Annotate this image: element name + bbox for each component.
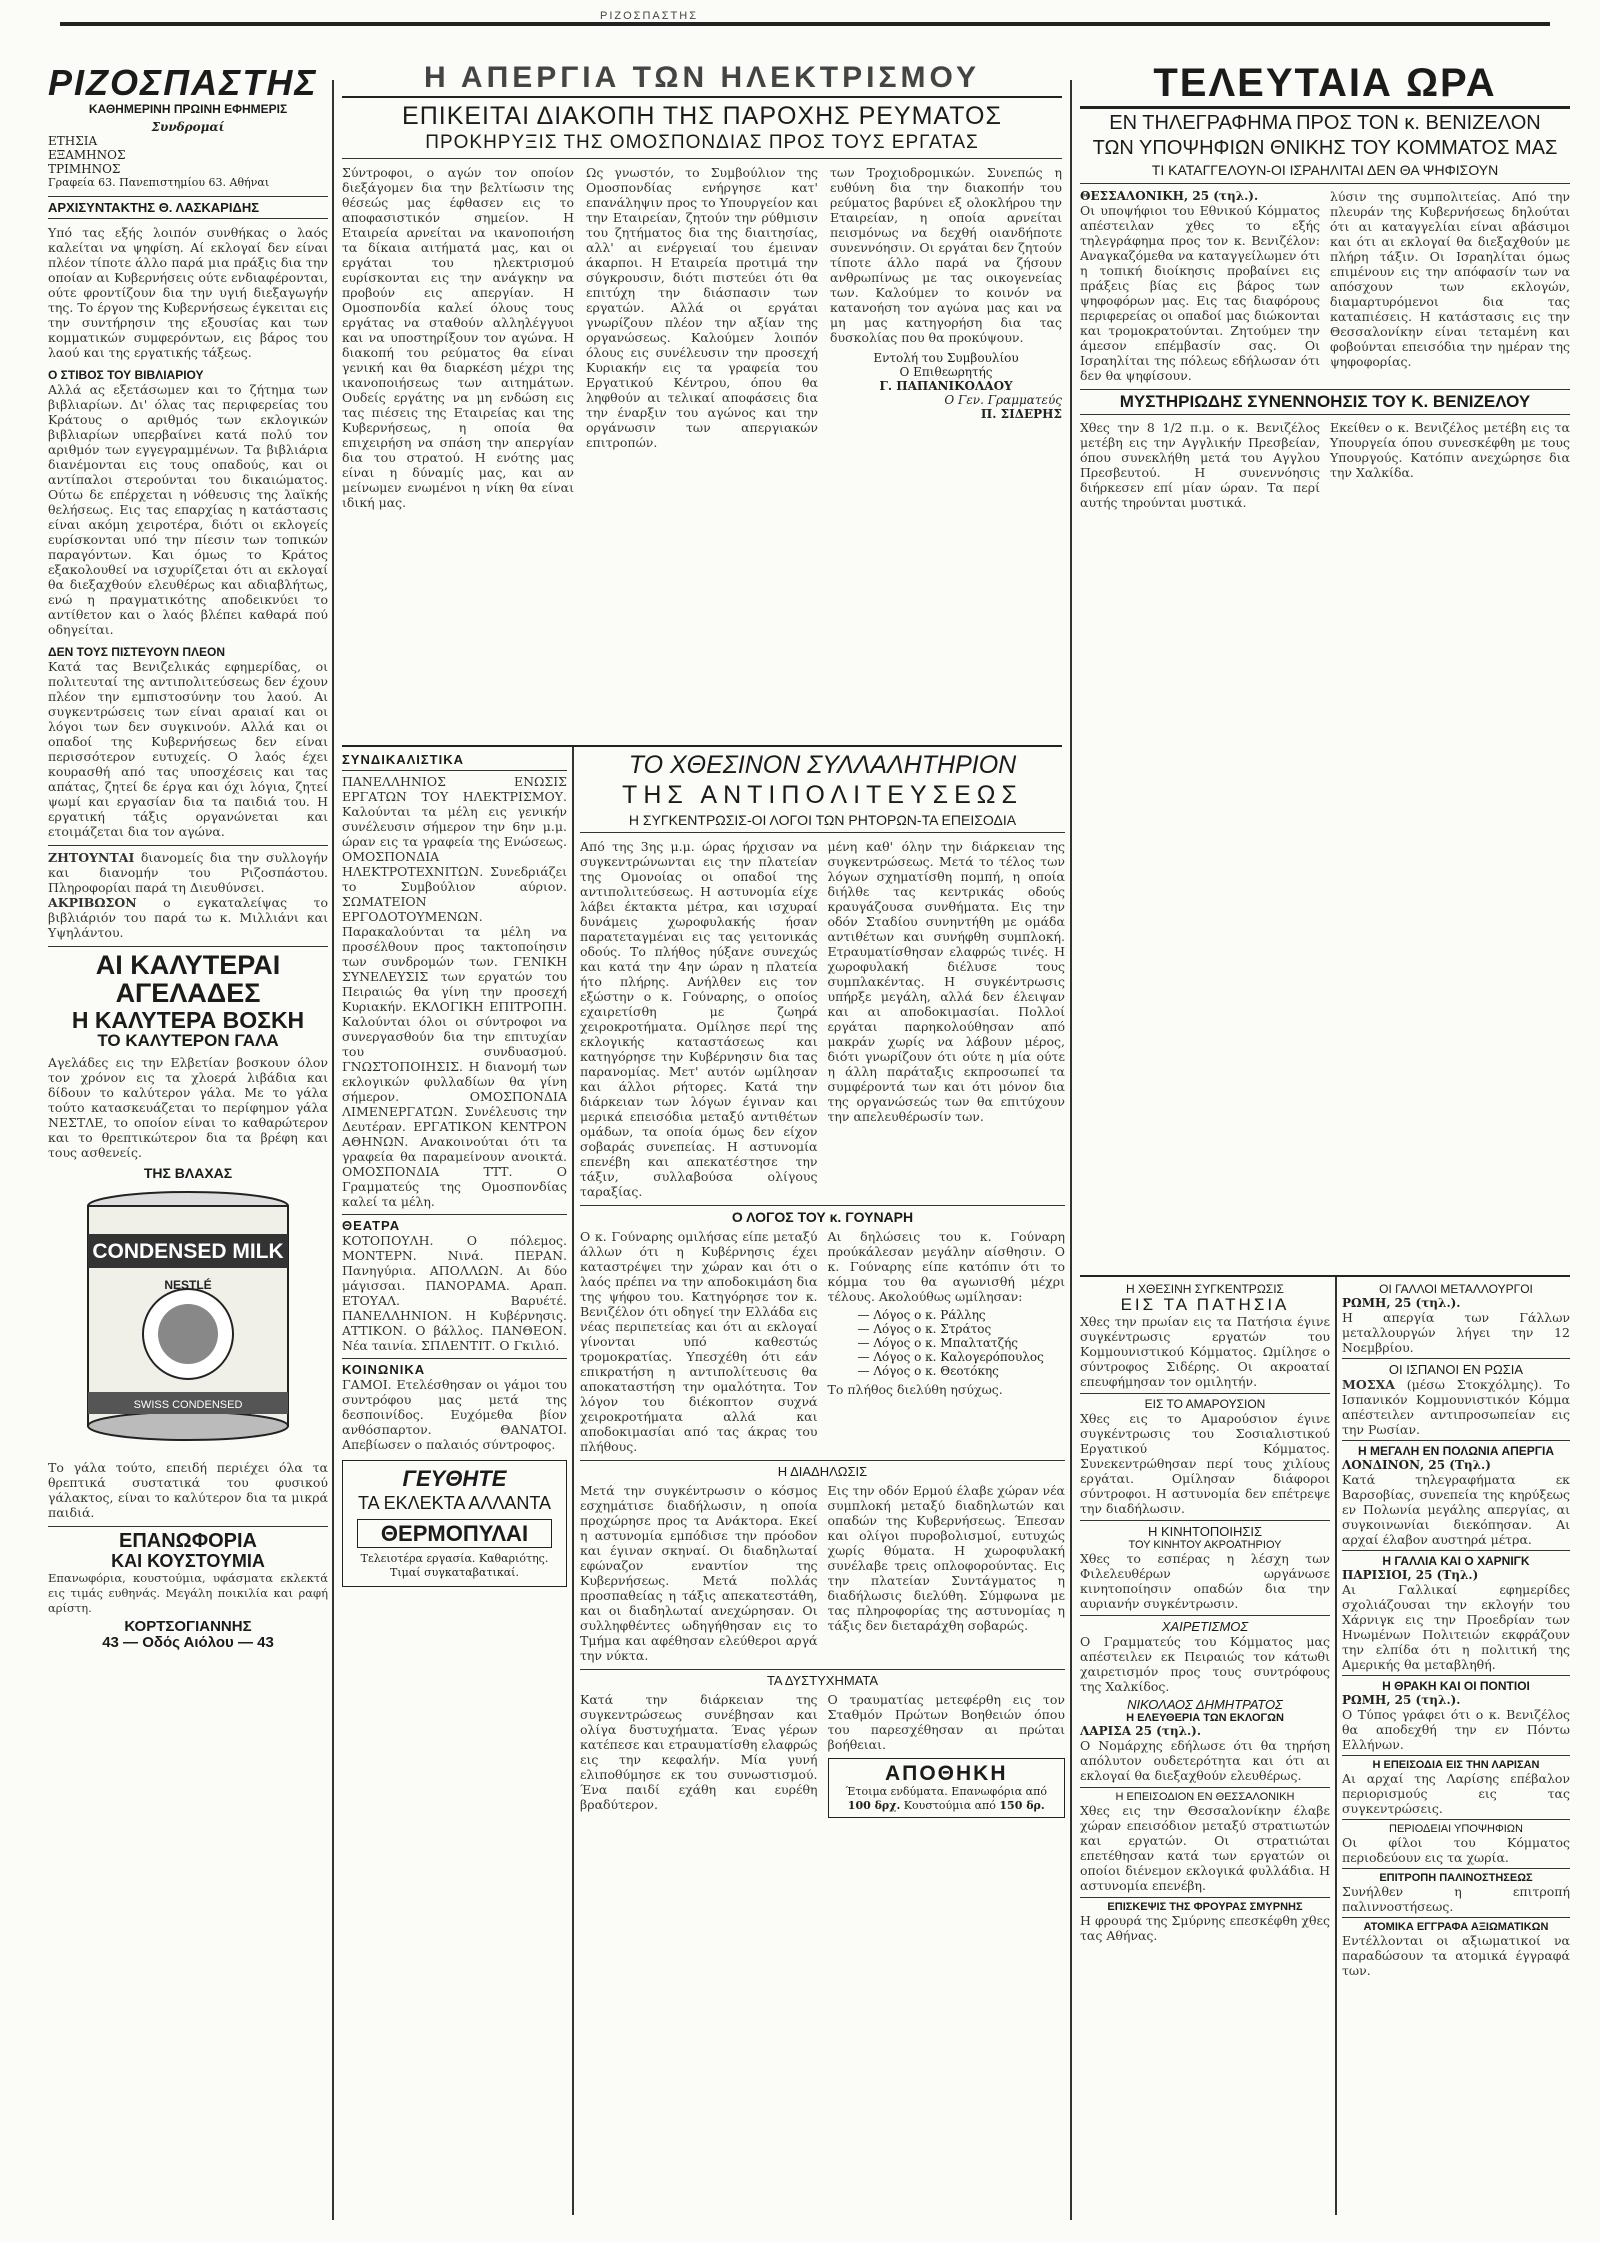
article-text: Χθες εις την Θεσσαλονίκην έλαβε χώραν επεισόδιον μεταξύ στρατιωτών και εργατών. Οι στρατιώται επετέθησαν κατά των εργατών οι οποίοι διένεμον εκλογικά φυλλάδια. Η αστυνομία επενέβη. — [1080, 1802, 1330, 1893]
signoff: Ο Επιθεωρητής — [899, 364, 993, 379]
ad-text: Επανωφόρια, κουστούμια, υφάσματα εκλεκτά εις τιμάς ευθηνάς. Μεγάλη ποικιλία και ραφή αρίστη. — [48, 1571, 328, 1616]
ad-brand: ΤΗΣ ΒΛΑΧΑΣ — [143, 1164, 233, 1181]
section-subtitle: Η ΕΛΕΥΘΕΡΙΑ ΤΩΝ ΕΚΛΟΓΩΝ — [1126, 1711, 1284, 1724]
section-title: ΕΠΙΣΚΕΨΙΣ ΤΗΣ ΦΡΟΥΡΑΣ ΣΜΥΡΝΗΣ — [1107, 1900, 1303, 1913]
article-text: Κατά τηλεγραφήματα εκ Βαρσοβίας, συνεπεία της κηρύξεως εν Πολωνία μεγάλης απεργίας, αι συγκοινωνίαι διεκόπησαν. Αι αρχαί έλαβον αυστηρά μέτρα. — [1342, 1472, 1570, 1547]
rally-title: ΤΟ ΧΘΕΣΙΝΟΝ ΣΥΛΛΑΛΗΤΗΡΙΟΝ — [628, 751, 1017, 779]
ad-sausages-line2: ΤΑ ΕΚΛΕΚΤΑ ΑΛΛΑΝΤΑ — [357, 1493, 552, 1514]
section-title: ΘΕΑΤΡΑ — [342, 1218, 401, 1233]
section-title: Η ΚΙΝΗΤΟΠΟΙΗΣΙΣ — [1147, 1523, 1263, 1539]
address-line: Γραφεία 63. Πανεπιστημίου 63. Αθήναι — [48, 176, 270, 189]
right-lower-left — [1080, 1282, 1330, 1943]
top-rule — [60, 22, 1550, 26]
can-brand: NESTLÉ — [164, 1278, 212, 1293]
ad-text: Αγελάδες εις την Ελβετίαν βοσκουν όλον τον χρόνον εις τα χλοερά λιβάδια και δίδουν το καλύτερον γάλα. Με το γάλα τούτο κατασκευάζεται το περίφημον γάλα ΝΕΣΤΛΕ, το οποίον είναι το καθαρώτερον και το θρεπτικώτερον δια τα βρέφη και τους ασθενείς. — [48, 1054, 328, 1160]
headline-telegram: ΕΝ ΤΗΛΕΓΡΑΦΗΜΑ ΠΡΟΣ ΤΟΝ κ. ΒΕΝΙΖΕΛΟΝ — [1109, 112, 1541, 134]
can-label: CONDENSED MILK — [92, 1240, 284, 1264]
article-text: Εκείθεν ο κ. Βενιζέλος μετέβη εις τα Υπουργεία όπου συνεσκέφθη με τους Υπουργούς. Κατόπιν ανεχώρησε δια την Χαλκίδα. — [1330, 419, 1570, 480]
article-text: Χθες την 8 1/2 π.μ. ο κ. Βενιζέλος μετέβη εις την Αγγλικήν Πρεσβείαν, όπου συνεκλήθη μετά του Αγγλου Πρεσβευτού. Η συνεννόησις διήρκεσεν επί μίαν ώραν. Τα περί αυτής τηρούνται μυστικά. — [1080, 419, 1320, 510]
article-text: Χθες εις το Αμαρούσιον έγινε συγκέντρωσις του Σοσιαλιστικού Εργατικού Κόμματος. Συνεκεντρώθησαν περί τους χιλίους εργάται. Ομίλησαν διάφοροι σύντροφοι. Η αστυνομία δεν επέτρεψε την διαδήλωσιν. — [1080, 1410, 1330, 1516]
right-lower-right — [1342, 1282, 1570, 1978]
ad-cows-line3: ΤΟ ΚΑΛΥΤΕΡΟΝ ΓΑΛΑ — [97, 1030, 279, 1050]
running-title: ΡΙΖΟΣΠΑΣΤΗΣ — [600, 10, 699, 22]
section-rule — [342, 745, 1062, 747]
signoff: Εντολή του Συμβουλίου — [873, 350, 1019, 365]
subscription-title: Συνδρομαί — [151, 120, 225, 134]
dateline: ΛΑΡΙΣΑ 25 (τηλ.). — [1080, 1723, 1202, 1738]
editor-line: ΑΡΧΙΣΥΝΤΑΚΤΗΣ Θ. ΛΑΣΚΑΡΙΔΗΣ — [48, 200, 260, 215]
column-divider — [332, 80, 334, 2220]
speaker-list: — Λόγος ο κ. Ράλλης — Λόγος ο κ. Στράτος — Λόγος ο κ. Μπαλτατζής — Λόγος ο κ. Καλογερόπουλος — Λόγος ο κ. Θεοτόκης — [857, 1308, 1044, 1379]
article-text: Οι φίλοι του Κόμματος περιοδεύουν εις τα χωρία. — [1342, 1835, 1570, 1865]
article-text: Χθες την πρωίαν εις τα Πατήσια έγινε συγκέντρωσις εργατών του Κομμουνιστικού Κόμματος. Ωμίλησε ο σύντροφος Σιδέρης. Οι ακροαταί επευφήμησαν τον ομιλητήν. — [1080, 1313, 1330, 1389]
article-text: Ο Νομάρχης εδήλωσε ότι θα τηρήση απόλυτον ουδετερότητα και ότι αι εκλογαί θα διεξαχθούν ελευθέρως. — [1080, 1737, 1330, 1783]
article-text: Το πλήθος διελύθη ησύχως. — [827, 1382, 1003, 1398]
section-title: ΔΕΝ ΤΟΥΣ ΠΙΣΤΕΥΟΥΝ ΠΛΕΟΝ — [48, 645, 226, 659]
headline-candidates: ΤΩΝ ΥΠΟΨΗΦΙΩΝ ΘΝΙΚΗΣ ΤΟΥ ΚΟΜΜΑΤΟΣ ΜΑΣ — [1092, 137, 1558, 159]
section-title: ΤΑ ΔΥΣΤΥΧΗΜΑΤΑ — [766, 1673, 879, 1689]
article-text: Αι αρχαί της Λαρίσης επέβαλον περιορισμούς εις τας συγκεντρώσεις. — [1342, 1771, 1570, 1816]
section-title: ΕΠΙΤΡΟΠΗ ΠΑΛΙΝΟΣΤΗΣΕΩΣ — [1379, 1872, 1533, 1884]
notice-text: ΖΗΤΟΥΝΤΑΙ διανομείς δια την συλλογήν και διανομήν του Ριζοσπάστου. Πληροφορίαι παρά τη Διευθύνσει. — [48, 850, 328, 895]
article-text: Ο τραυματίας μετεφέρθη εις τον Σταθμόν Πρώτων Βοηθειών όπου του παρεσχέθησαν αι πρώται βοήθειαι. — [827, 1692, 1065, 1753]
rally-subtitle: ΤΗΣ ΑΝΤΙΠΟΛΙΤΕΥΣΕΩΣ — [622, 781, 1023, 810]
article-text: ΠΑΝΕΛΛΗΝΙΟΣ ΕΝΩΣΙΣ ΕΡΓΑΤΩΝ ΤΟΥ ΗΛΕΚΤΡΙΣΜΟΥ. Καλούνται τα μέλη εις γενικήν συνέλευσιν σήμερον την 6ην μ.μ. ώραν εις τα γραφεία της Ενώσεως. ΟΜΟΣΠΟΝΔΙΑ ΗΛΕΚΤΡΟΤΕΧΝΙΤΩΝ. Συνεδριάζει το Συμβούλιον αύριον. ΣΩΜΑΤΕΙΟΝ ΕΡΓΟΔΟΤΟΥΜΕΝΩΝ. Παρακαλούνται τα μέλη να προσέλθουν προς τακτοποίησιν των συνδρομών των. ΓΕΝΙΚΗ ΣΥΝΕΛΕΥΣΙΣ των εργατών του Πειραιώς θα γίνη την προσεχή Κυριακήν. ΕΚΛΟΓΙΚΗ ΕΠΙΤΡΟΠΗ. Καλούνται όλοι οι σύντροφοι να συνεργασθούν δια την επιτυχίαν του συνδυασμού. ΓΝΩΣΤΟΠΟΙΗΣΙΣ. Η διανομή των εκλογικών φυλλαδίων θα γίνη σήμερον. ΟΜΟΣΠΟΝΔΙΑ ΛΙΜΕΝΕΡΓΑΤΩΝ. Συνέλευσις την Δευτέραν. ΕΡΓΑΤΙΚΟΝ ΚΕΝΤΡΟΝ ΑΘΗΝΩΝ. Ανακοινούται ότι τα γραφεία θα παραμείνουν ανοικτά. ΟΜΟΣΠΟΝΔΙΑ ΤΤΤ. Ο Γραμματεύς της Ομοσπονδίας καλεί τα μέλη. — [342, 774, 567, 1209]
section-title: Η ΓΑΛΛΙΑ ΚΑΙ Ο ΧΑΡΝΙΓΚ — [1382, 1554, 1530, 1568]
signoff: Ο Γεν. Γραμματεύς — [944, 392, 1062, 407]
article-text: Χθες το εσπέρας η λέσχη των Φιλελευθέρων ωργάνωσε κινητοποίησιν οπαδών δια την αυριανήν συγκέντρωσιν. — [1080, 1550, 1330, 1611]
signoff: Γ. ΠΑΠΑΝΙΚΟΛΑΟΥ — [879, 378, 1013, 393]
article-text: Αι δηλώσεις του κ. Γούναρη προύκάλεσαν μεγάλην αίσθησιν. Ο κ. Γούναρης είπε κατόπιν ότι το κόμμα του θα αγωνισθή μέχρι τέλους. Ακολούθως ωμίλησαν: — [827, 1229, 1065, 1305]
section-title: Η ΘΡΑΚΗ ΚΑΙ ΟΙ ΠΟΝΤΙΟΙ — [1382, 1679, 1530, 1693]
article-text: ΚΟΤΟΠΟΥΛΗ. Ο πόλεμος. ΜΟΝΤΕΡΝ. Νινά. ΠΕΡΑΝ. Πανηγύρια. ΑΠΟΛΛΩΝ. Αι δύο μάγισσαι. ΠΑΝΟΡΑΜΑ. Αραπ. ΕΤΟΥΑΛ. Βαρυέτέ. ΠΑΝΕΛΛΗΝΙΟΝ. Η Κυβέρνησις. ΑΤΤΙΚΟΝ. Ο βάλλος. ΠΑΝΘΕΟΝ. Νέα ταινία. ΣΠΛΕΝΤΙΤ. Ο Γκιλιό. — [342, 1233, 567, 1353]
dateline: ΛΟΝΔΙΝΟΝ, 25 (Τηλ.) — [1342, 1458, 1491, 1472]
section-title: Η ΕΠΕΙΣΟΔΙΟΝ ΕΝ ΘΕΣΣΑΛΟΝΙΚΗ — [1115, 1790, 1295, 1803]
rally-subtitle2: Η ΣΥΓΚΕΝΤΡΩΣΙΣ-ΟΙ ΛΟΓΟΙ ΤΩΝ ΡΗΤΟΡΩΝ-ΤΑ ΕΠΕΙΣΟΔΙΑ — [628, 811, 1017, 828]
article-text: Αλλά ας εξετάσωμεν και το ζήτημα των βιβλιαρίων. Δι' όλας τας περιφερείας του Κράτους ο αριθμός των εκλογικών βιβλιαρίων υπερβαίνει κατά πολύ τον αριθμόν των εγγεγραμμένων. Τα βιβλιάρια διανέμονται εις τους οπαδούς, και οι αντίπαλοι στερούνται του δικαιώματος. Ούτω δε επέρχεται η νόθευσις της λαϊκής θελήσεως. Εις τας επαρχίας η κατάστασις είναι ακόμη χειροτέρα, διότι οι εκλογείς ευρίσκονται υπό την πίεσιν των τοπικών παραγόντων. Και όμως το Κράτος εξακολουθεί να ισχυρίζεται ότι αι εκλογαί θα διεξαχθούν ελευθέρως και αδιαβλήτως, ενώ η πραγματικότης αποδεικνύει το αντίθετον και ο λαός βλέπει καθαρά πού οδηγείται. — [48, 382, 328, 637]
milk-can-illustration — [63, 1184, 313, 1454]
ad-warehouse-title: ΑΠΟΘΗΚΗ — [885, 1762, 1008, 1786]
headline-proclamation: ΠΡΟΚΗΡΥΞΙΣ ΤΗΣ ΟΜΟΣΠΟΝΔΙΑΣ ΠΡΟΣ ΤΟΥΣ ΕΡΓΑΤΑΣ — [425, 131, 979, 153]
article-text: Η φρουρά της Σμύρνης επεσκέφθη χθες τας Αθήνας. — [1080, 1912, 1330, 1943]
section-subtitle: ΤΟΥ ΚΙΝΗΤΟΥ ΑΚΡΟΑΤΗΡΙΟΥ — [1128, 1538, 1282, 1551]
article-text: Μετά την συγκέντρωσιν ο κόσμος εσχημάτισε διαδήλωσιν, η οποία προχώρησε προς τα Ανάκτορα. Εκεί η αστυνομία εμπόδισε την πρόοδον και έγιναν σκηναί. Οι διαδηλωταί εφώναζον εναντίον της Κυβερνήσεως. Μετά πολλάς προσπαθείας η τάξις απεκατεστάθη, και οι διαδηλωταί ανεχώρησαν. Οι συλληφθέντες ωδηγήθησαν εις το Τμήμα και αφέθησαν ελεύθεροι αργά την νύκτα. — [580, 1483, 818, 1664]
headline-subtitle: ΤΙ ΚΑΤΑΓΓΕΛΟΥΝ-ΟΙ ΙΣΡΑΗΛΙΤΑΙ ΔΕΝ ΘΑ ΨΗΦΙΣΟΥΝ — [1151, 162, 1499, 178]
dateline: ΡΩΜΗ, 25 (τηλ.). — [1342, 1296, 1461, 1310]
article-text: ΓΑΜΟΙ. Ετελέσθησαν οι γάμοι του συντρόφου μας μετά της δεσποινίδος. Ευχόμεθα βίον ανθόσπαρτον. ΘΑΝΑΤΟΙ. Απεβίωσεν ο παλαιός σύντροφος. — [342, 1377, 567, 1452]
section-subtitle: ΕΙΣ ΤΑ ΠΑΤΗΣΙΑ — [1120, 1295, 1290, 1314]
article-text: λύσιν της συμπολιτείας. Από την πλευράν της Κυβερνήσεως δηλούται ότι αι καταγγελίαι είναι αβάσιμοι και ότι αι εκλογαί θα διεξαχθούν με πλήρη τάξιν. Οι Ισραηλίται όμως επιμένουν εις την απόφασίν των να απόσχουν των εκλογών, διαμαρτυρόμενοι δια τας καταπιέσεις. Η κατάστασις εις την Θεσσαλονίκην είναι τεταμένη και φοβούνται επεισόδια την ημέραν της ψηφοφορίας. — [1330, 188, 1570, 369]
ad-clothes-line2: ΚΑΙ ΚΟΥΣΤΟΥΜΙΑ — [111, 1551, 265, 1572]
article-text: ΜΟΣΧΑ (μέσω Στοκχόλμης). Το Ισπανικόν Κομμουνιστικόν Κόμμα απέστειλεν αντιπροσωπείαν εις την Ρωσίαν. — [1342, 1377, 1570, 1437]
article-text: Ο Γραμματεύς του Κόμματος μας απέστειλεν εκ Πειραιώς τον κάτωθι χαιρετισμόν προς τους συντρόφους της Χαλκίδος. — [1080, 1633, 1330, 1694]
headline-mystery: ΜΥΣΤΗΡΙΩΔΗΣ ΣΥΝΕΝΝΟΗΣΙΣ ΤΟΥ Κ. ΒΕΝΙΖΕΛΟΥ — [1119, 391, 1531, 411]
center-top-section — [342, 62, 1062, 510]
section-title: ΑΤΟΜΙΚΑ ΕΓΓΡΑΦΑ ΑΞΙΩΜΑΤΙΚΩΝ — [1363, 1921, 1549, 1933]
article-text: Η απεργία των Γάλλων μεταλλουργών λήγει την 12 Νοεμβρίου. — [1342, 1310, 1570, 1355]
article-text: Εις την οδόν Ερμού έλαβε χώραν νέα συμπλοκή μεταξύ διαδηλωτών και οπαδών της Κυβερνήσεως. Έπεσαν και ολίγοι πυροβολισμοί, ευτυχώς χωρίς θύματα. Η χωροφυλακή συνέλαβε τρεις οπλοφορούντας. Εις την πλατείαν Συντάγματος η διαδήλωσις διελύθη. Σύμφωνα με τας πληροφορίας της αστυνομίας η τάξις δεν διεταράχθη σοβαρώς. — [827, 1483, 1065, 1634]
masthead-subtitle: ΚΑΘΗΜΕΡΙΝΗ ΠΡΩΙΝΗ ΕΦΗΜΕΡΙΣ — [88, 102, 288, 116]
article-text: Κατά τας Βενιζελικάς εφημερίδας, οι πολιτευταί της αντιπολιτεύσεως δεν έχουν πλέον την εμπιστοσύνην του λαού. Αι συγκεντρώσεις των είναι αραιαί και οι λόγοι των δεν συγκινούν. Αλλά και οι οπαδοί της Κυβερνήσεως δεν είναι περισσότερον ευτυχείς. Ο λαός έχει κουρασθή από τας υποσχέσεις και τας απάτας, ζητεί δε έργα και όχι λόγια, ζητεί ψωμί και εργασίαν δια τα παιδιά του. Η εργατική τάξις οργανώνεται και ετοιμάζεται δια τον αγώνα. — [48, 659, 328, 839]
ad-text: Τελειοτέρα εργασία. Καθαριότης. Τιμαί συγκαταβατικαί. — [360, 1552, 549, 1580]
masthead: ΡΙΖΟΣΠΑΣΤΗΣ — [48, 62, 318, 103]
article-text: Υπό τας εξής λοιπόν συνθήκας ο λαός καλείται να ψηφίση. Αί εκλογαί δεν είναι πλέον τίποτε άλλο παρά μια πράξις δια την οποίαν αι Κυβερνήσεις ούτε ενδιαφέρονται, ούτε φροντίζουν δια την υγιή διεξαγωγήν της. Το έργον της Κυβερνήσεως έγκειται εις την συντήρησιν της εξουσίας και των κομματικών συμφερόντων, εις βάρος του λαού και της εργατικής τάξεως. — [48, 225, 328, 360]
late-news-masthead: ΤΕΛΕΥΤΑΙΑ ΩΡΑ — [1080, 62, 1570, 109]
section-title: Ο ΛΟΓΟΣ ΤΟΥ κ. ΓΟΥΝΑΡΗ — [731, 1209, 914, 1226]
subscription-line: ΕΤΗΣΙΑ — [48, 134, 98, 148]
ad-sausages-title: ΓΕΥΘΗΤΕ — [402, 1466, 507, 1491]
section-title: ΠΕΡΙΟΔΕΙΑΙ ΥΠΟΨΗΦΙΩΝ — [1389, 1823, 1523, 1835]
article-text: Ο κ. Γούναρης ομιλήσας είπε μεταξύ άλλων ότι η Κυβέρνησις έχει καταστρέψει την χώραν και ότι ο λαός πρέπει να την αποδοκιμάση δια της ψήφου του. Κατηγόρησε τον κ. Βενιζέλον ότι οδηγεί την Ελλάδα εις νέας περιπετείας και ότι αι εκλογαί γίνονται υπό καθεστώς τρομοκρατίας. Υπεσχέθη ότι εάν επικρατήση η αντιπολίτευσις θα αποκαταστήση την ομαλότητα. Τον λόγον του διέκοπτον συχνά χειροκροτήματα αλλά και αποδοκιμασίαι από τας άκρας του πλήθους. — [580, 1229, 818, 1455]
section-title: Ο ΣΤΙΒΟΣ ΤΟΥ ΒΙΒΛΙΑΡΙΟΥ — [48, 368, 204, 382]
section-title: ΣΥΝΔΙΚΑΛΙΣΤΙΚΑ — [342, 752, 465, 767]
section-title: ΝΙΚΟΛΑΟΣ ΔΗΜΗΤΡΑΤΟΣ — [1127, 1696, 1283, 1712]
ad-clothes-title: ΕΠΑΝΩΦΟΡΙΑ — [118, 1530, 258, 1553]
section-title: Η ΜΕΓΑΛΗ ΕΝ ΠΟΛΩΝΙΑ ΑΠΕΡΓΙΑ — [1358, 1444, 1554, 1458]
article-text: Συνήλθεν η επιτροπή παλιννοστήσεως. — [1342, 1884, 1570, 1914]
dateline: ΘΕΣΣΑΛΟΝΙΚΗ, 25 (τηλ.). — [1080, 188, 1259, 203]
section-title: ΧΑΙΡΕΤΙΣΜΟΣ — [1161, 1618, 1249, 1634]
ad-cows-line2: Η ΚΑΛΥΤΕΡΑ ΒΟΣΚΗ — [71, 1006, 305, 1033]
section-title: Η ΔΙΑΔΗΛΩΣΙΣ — [777, 1464, 868, 1480]
column-divider — [572, 745, 574, 2215]
section-title: Η ΕΠΕΙΣΟΔΙΑ ΕΙΣ ΤΗΝ ΛΑΡΙΣΑΝ — [1372, 1759, 1540, 1771]
ad-warehouse — [828, 1758, 1066, 1818]
article-text: Εντέλλονται οι αξιωματικοί να παραδώσουν τα ατομικά έγγραφά των. — [1342, 1933, 1570, 1978]
section-title: Η ΧΘΕΣΙΝΗ ΣΥΓΚΕΝΤΡΩΣΙΣ — [1126, 1282, 1284, 1296]
section-title: ΟΙ ΙΣΠΑΝΟΙ ΕΝ ΡΩΣΙΑ — [1388, 1362, 1524, 1377]
article-text: Αι Γαλλικαί εφημερίδες σχολιάζουσαι την εκλογήν του Χάρνιγκ εις την Προεδρίαν των Ηνωμένων Πολιτειών εκφράζουν την ελπίδα ότι η πολιτική της Αμερικής θα μεταβληθή. — [1342, 1582, 1570, 1672]
headline-power-cut: ΕΠΙΚΕΙΤΑΙ ΔΙΑΚΟΠΗ ΤΗΣ ΠΑΡΟΧΗΣ ΡΕΥΜΑΤΟΣ — [402, 101, 1002, 130]
column-divider — [1070, 80, 1072, 2220]
section-title: ΕΙΣ ΤΟ ΑΜΑΡΟΥΣΙΟΝ — [1144, 1396, 1266, 1411]
section-rule — [1080, 1275, 1570, 1277]
ad-sausages-shop: ΘΕΡΜΟΠΥΛΑΙ — [357, 1519, 552, 1548]
right-column — [1080, 62, 1570, 510]
article-text: Κατά την διάρκειαν της συγκεντρώσεως συνέβησαν και ολίγα δυστυχήματα. Ένας γέρων κατέπεσε και ετραυματίσθη ελαφρώς εις την κεφαλήν. Μία γυνή ελιποθύμησε εκ του συνωστισμού. Ένα παιδί εχάθη και ευρέθη βραδύτερον. — [580, 1692, 818, 1813]
top-headline: Η ΑΠΕΡΓΙΑ ΤΩΝ ΗΛΕΚΤΡΙΣΜΟΥ — [342, 62, 1062, 98]
dateline: ΠΑΡΙΣΙΟΙ, 25 (Τηλ.) — [1342, 1568, 1479, 1582]
section-title: ΚΟΙΝΩΝΙΚΑ — [342, 1362, 426, 1377]
center-left-column — [342, 752, 567, 1587]
article-text: Σύντροφοι, ο αγών τον οποίον διεξάγομεν δια την βελτίωσιν της θέσεώς μας έφθασεν εις το αποφασιστικόν σημείον. Η Εταιρεία αρνείται να ικανοποιήση τα δίκαια αιτήματά μας, και οι εργάται του ηλεκτρισμού ευρίσκονται εις την ανάγκην να προβούν εις απεργίαν. Η Ομοσπονδία καλεί όλους τους εργάτας να σταθούν αλληλέγγυοι και να υποστηρίξουν τον αγώνα. Η διακοπή του ρεύματος θα είναι γενική και θα διαρκέση μέχρι της ικανοποιήσεως των αιτημάτων. Ουδείς εργάτης να μη ενδώση εις τας πιέσεις της Εταιρείας και της Κυβερνήσεως, η οποία θα επιχειρήση να σπάση την απεργίαν δια του στρατού. Η ενότης μας είναι η δύναμίς μας, και αν μείνωμεν ενωμένοι η νίκη θα είναι ιδική μας. — [342, 164, 574, 510]
left-column — [48, 62, 328, 1651]
subscription-line: ΕΞΑΜΗΝΟΣ — [48, 148, 126, 162]
article-text: των Τροχιοδρομικών. Συνεπώς η ευθύνη δια την διακοπήν του ρεύματος βαρύνει εξ ολοκλήρου την Εταιρείαν, η οποία αρνείται πεισμόνως να δεχθή οιανδήποτε συνεννόησιν. Οι εργάται δεν ζητούν τίποτε άλλο παρά να ζήσουν ανθρωπίνως με τας οικογενείας των. Καλούμεν το κοινόν να κατανοήση τον αγώνα μας και να μη μας κατηγορήση δια τας δυσκολίας που θα προκύψουν. — [830, 164, 1062, 345]
article-text: Οι υποψήφιοι του Εθνικού Κόμματος απέστειλαν χθες το εξής τηλεγράφημα προς τον κ. Βενιζέλον: Αναγκαζόμεθα να καταγγείλωμεν ότι η τοπική διοίκησις προβαίνει εις πράξεις βίας εις βάρος των ψηφοφόρων μας. Εις τας διαφόρους περιφερείας οι οπαδοί μας διώκονται και τρομοκρατούνται. Ζητούμεν την άμεσον επέμβασίν σας. Οι Ισραηλίται της πόλεως εδήλωσαν ότι δεν θα ψηφίσουν. — [1080, 202, 1320, 383]
dateline: ΡΩΜΗ, 25 (τηλ.). — [1342, 1693, 1461, 1707]
ad-cows-title: ΑΙ ΚΑΛΥΤΕΡΑΙ ΑΓΕΛΑΔΕΣ — [95, 950, 281, 1009]
article-text: Από της 3ης μ.μ. ώρας ήρχισαν να συγκεντρώνωνται εις την πλατείαν της Ομονοίας οι οπαδοί της αντιπολιτεύσεως. Η αστυνομία είχε λάβει έκτακτα μέτρα, και ισχυραί δυνάμεις χωροφυλακής ήσαν παρατεταγμέναι εις τας γειτονικάς οδούς. Το πλήθος ηύξανε συνεχώς και κατά την 4ην ώραν η πλατεία ήτο πλήρης. Ανήλθεν εις τον εξώστην ο κ. Γούναρης, ο οποίος εχαιρετίσθη με ζωηρά χειροκροτήματα. Ομίλησε περί της εκλογικής καταστάσεως και κατηγόρησε την Κυβέρνησιν δια τας παρανομίας. Μετ' αυτόν ωμίλησαν και άλλοι ρήτορες. Κατά την διάρκειαν των λόγων έγιναν και μερικά επεισόδια μεταξύ αντιθέτων ομάδων, τα οποία όμως δεν είχον σοβαράς συνεπείας. Η αστυνομία επενέβη και απεκατέστησε την τάξιν, συλλαβούσα ολίγους ταραξίας. — [580, 839, 818, 1200]
can-bottom-label: SWISS CONDENSED — [133, 1399, 243, 1412]
ad-clothes-address: 43 — Οδός Αιόλου — 43 — [102, 1634, 274, 1651]
article-text: μένη καθ' όλην την διάρκειαν της συγκεντρώσεως. Μετά το τέλος των λόγων σχηματίσθη πομπή, η οποία διήλθε τας κεντρικάς οδούς κραυγάζουσα συνθήματα. Εις την οδόν Σταδίου συνηντήθη με ομάδα αντιθέτων και συνήφθη συμπλοκή. Ετραυματίσθησαν ελαφρώς τινές. Η χωροφυλακή διέλυσε τους συμπλακέντας. Η συγκέντρωσις υπήρξε μεγάλη, αλλά δεν έλειψαν και αι αποδοκιμασίαι. Πολλοί εργάται παρηκολούθησαν από μακράν χωρίς να λάβουν μέρος, διότι γνωρίζουν ότι ούτε η μία ούτε η άλλη παράταξις εκπροσωπεί τα συμφέροντά των και ότι μόνον δια της οργανώσεώς των θα επιτύχουν την απελευθέρωσίν των. — [827, 839, 1065, 1125]
section-title: ΟΙ ΓΑΛΛΟΙ ΜΕΤΑΛΛΟΥΡΓΟΙ — [1379, 1282, 1533, 1296]
ad-clothes-footer: ΚΟΡΤΣΟΓΙΑΝΝΗΣ — [124, 1618, 252, 1636]
ad-text: Έτοιμα ενδύματα. Επανωφόρια από 100 δρχ. Κουστούμια από 150 δρ. — [845, 1785, 1047, 1813]
center-right-column — [580, 752, 1065, 1818]
column-divider — [1335, 1275, 1337, 2215]
ad-sausages — [342, 1460, 567, 1587]
article-text: Ο Τύπος γράφει ότι ο κ. Βενιζέλος θα αποδεχθή την εν Πόντω Ελλήνων. — [1342, 1707, 1570, 1752]
ad-text: Το γάλα τούτο, επειδή περιέχει όλα τα θρεπτικά συστατικά του φυσικού γάλακτος, είναι το καλύτερον δια τα μικρά παιδιά. — [48, 1460, 328, 1521]
article-text: Ως γνωστόν, το Συμβούλιον της Ομοσπονδίας ενήργησε κατ' επανάληψιν προς το Υπουργείον και την Εταιρείαν, ζητούν την ρύθμισιν του ζητήματος δια της διαιτησίας, αλλ' αι ενέργειαί του έμειναν άκαρποι. Η Εταιρεία προτιμά την σύγκρουσιν, διότι πιστεύει ότι θα επιτύχη την διάσπασιν των εργατών. Αλλά οι εργάται γνωρίζουν πλέον την αξίαν της οργανώσεως. Καλούμεν λοιπόν όλους εις συνέλευσιν την προσεχή Κυριακήν εις τα γραφεία του Εργατικού Κέντρου, όπου θα ληφθούν αι τελικαί αποφάσεις δια την έναρξιν του αγώνος και την οργάνωσιν των απεργιακών επιτροπών. — [586, 164, 818, 450]
notice-text: ΑΚΡΙΒΩΣΟΝ ο εγκαταλείψας το βιβλιάριόν του παρά τω κ. Μιλλιάνι και Υψηλάντου. — [48, 895, 328, 940]
signoff: Π. ΣΙΔΕΡΗΣ — [980, 406, 1062, 421]
subscription-line: ΤΡΙΜΗΝΟΣ — [48, 162, 121, 176]
